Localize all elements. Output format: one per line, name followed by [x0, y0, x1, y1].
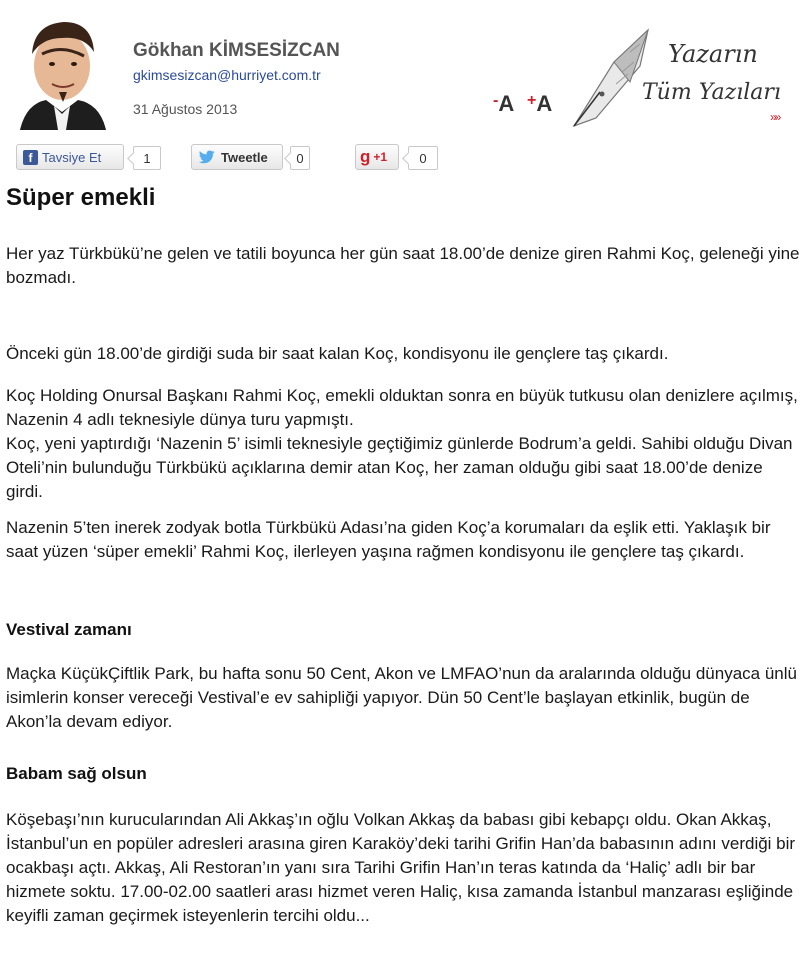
tweet-button[interactable]	[191, 144, 283, 170]
publish-date: 31 Ağustos 2013	[133, 101, 238, 117]
increase-font-button[interactable]	[527, 93, 552, 115]
tweet-count: 0	[290, 146, 310, 170]
paragraph-4: Koç, yeni yaptırdığı ‘Nazenin 5’ isimli teknesiyle geçtiğimiz günlerde Bodrum’a geldi. Sahibi olduğu Divan Oteli’nin bulunduğu Türkbükü açıklarına demir atan Koç, her zaman olduğu gibi saat 18.00’de denize girdi.	[6, 434, 793, 501]
google-plus-count: 0	[408, 146, 438, 170]
paragraph-6: Maçka KüçükÇiftlik Park, bu hafta sonu 50 Cent, Akon ve LMFAO’nun da aralarında olduğu dünyaca ünlü isimlerin konser vereceği Vestival’e ev sahipliği yapıyor. Dün 50 Cent’le başlayan etkinlik, bugün de Akon’la devam ediyor.	[6, 664, 797, 731]
facebook-icon: f	[23, 150, 38, 165]
decrease-font-label: A	[498, 91, 515, 116]
facebook-recommend-button[interactable]	[16, 144, 124, 170]
paragraph-3: Koç Holding Onursal Başkanı Rahmi Koç, emekli olduktan sonra en büyük tutkusu olan denizlere açılmış, Nazenin 4 adlı teknesiyle dünya turu yapmıştı.	[6, 386, 798, 429]
subheading-babam: Babam sağ olsun	[6, 764, 147, 783]
minus-sign-icon: -	[493, 92, 499, 109]
all-posts-line1: Yazarın	[668, 40, 758, 68]
paragraph-1: Her yaz Türkbükü’ne gelen ve tatili boyunca her gün saat 18.00’de denize giren Rahmi Koç, geleneği yine bozmadı.	[6, 244, 800, 287]
double-chevron-right-icon: »»	[770, 110, 780, 124]
paragraph-7: Köşebaşı’nın kurucularından Ali Akkaş’ın oğlu Volkan Akkaş da babası gibi kebapçı oldu. Okan Akkaş, İstanbul’un en popüler adresleri arasına giren Karaköy’deki tarihi Grifin Han’da babasının adını verdiği bir ocakbaşı açtı. Akkaş, Ali Restoran’ın yanı sıra Tarihi Grifin Han’ın teras katında da ‘Haliç’ adlı bir bar hizmete soktu. 17.00-02.00 saatleri arası hizmet veren Haliç, kısa zamanda İstanbul manzarası eşliğinde keyifli zaman geçirmek isteyenlerin tercihi oldu...	[6, 810, 796, 925]
facebook-count: 1	[133, 146, 161, 170]
twitter-bird-icon	[198, 150, 216, 164]
author-email-link[interactable]: gkimsesizcan@hurriyet.com.tr	[133, 67, 321, 83]
author-name: Gökhan KİMSESİZCAN	[133, 40, 340, 61]
subheading-vestival: Vestival zamanı	[6, 620, 132, 639]
google-plus-one-button[interactable]	[355, 144, 399, 170]
article-title: Süper emekli	[6, 184, 156, 211]
all-posts-line2: Tüm Yazıları	[642, 80, 781, 105]
all-posts-link[interactable]	[570, 22, 795, 132]
author-avatar	[12, 14, 112, 130]
google-plus-icon: g	[360, 147, 371, 166]
article-header	[0, 0, 800, 140]
tweet-label: Tweetle	[221, 149, 268, 165]
plus-sign-icon: +	[527, 92, 537, 109]
decrease-font-button[interactable]	[493, 93, 514, 115]
facebook-recommend-label: Tavsiye Et	[42, 149, 102, 165]
paragraph-2: Önceki gün 18.00’de girdiği suda bir saat kalan Koç, kondisyonu ile gençlere taş çıkardı.	[6, 344, 669, 363]
increase-font-label: A	[536, 91, 553, 116]
google-plus-label: +1	[373, 150, 388, 164]
paragraph-5: Nazenin 5’ten inerek zodyak botla Türkbükü Adası’na giden Koç’a korumaları da eşlik etti. Yaklaşık bir saat yüzen ‘süper emekli’ Rahmi Koç, ilerleyen yaşına rağmen kondisyonu ile gençlere taş çıkardı.	[6, 518, 771, 561]
social-share-bar	[0, 143, 800, 171]
fountain-pen-icon	[570, 22, 795, 132]
